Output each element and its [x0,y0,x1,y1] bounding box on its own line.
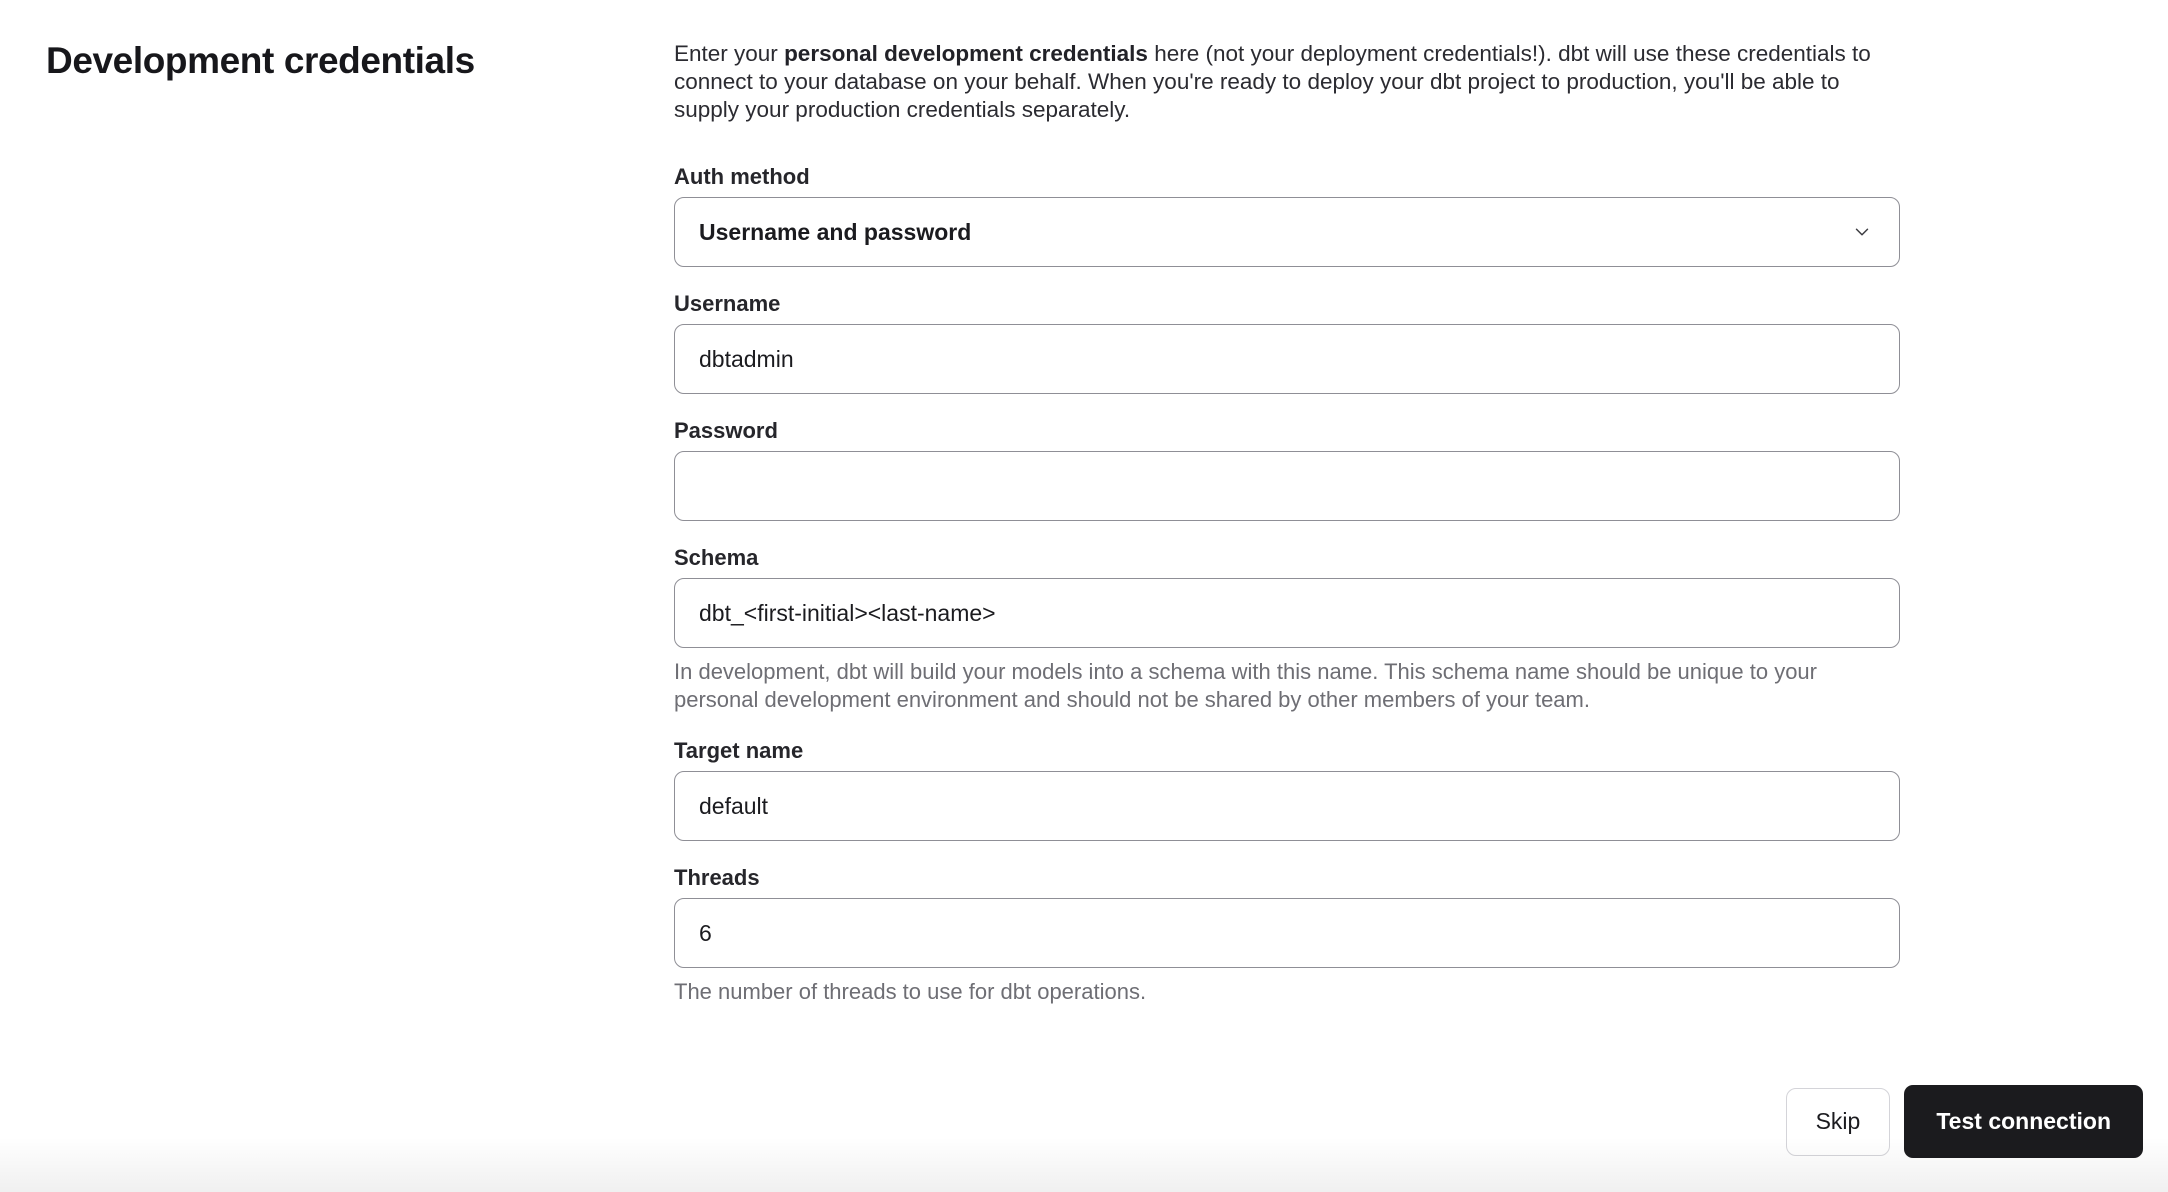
password-input[interactable] [674,451,1900,521]
threads-label: Threads [674,865,760,890]
chevron-down-icon [1851,221,1873,243]
username-label: Username [674,291,781,316]
description-post: here (not your deployment credentials!). dbt will use these credentials to connect to your database on your behalf. When you're ready to deploy your dbt project to production, you'll be able to supply your production credentials separately. [674,41,1871,122]
auth-method-select[interactable] [674,197,1900,267]
username-input[interactable] [674,324,1900,394]
schema-label: Schema [674,545,759,570]
auth-method-field [674,164,1900,267]
skip-button[interactable]: Skip [1786,1088,1891,1156]
schema-field-group [674,545,1900,714]
form-description [674,40,1900,124]
schema-help-text: In development, dbt will build your models into a schema with this name. This schema name should be unique to your personal development environment and should not be shared by other members of your team. [674,659,1817,712]
schema-input[interactable] [674,578,1900,648]
auth-method-label: Auth method [674,164,810,189]
footer-actions [1786,1085,2143,1158]
username-field-group [674,291,1900,394]
title-column [46,40,674,83]
description-bold: personal development credentials [784,41,1148,66]
credentials-form [674,40,1900,1030]
test-connection-button[interactable]: Test connection [1904,1085,2143,1158]
page-title: Development credentials [46,40,475,81]
target-name-label: Target name [674,738,804,763]
password-label: Password [674,418,778,443]
target-name-input[interactable] [674,771,1900,841]
threads-field-group [674,865,1900,1006]
target-name-field-group [674,738,1900,841]
threads-help-text: The number of threads to use for dbt operations. [674,979,1147,1004]
password-field-group [674,418,1900,521]
threads-input[interactable] [674,898,1900,968]
auth-method-selected-value: Username and password [699,218,972,245]
description-pre: Enter your [674,41,785,66]
